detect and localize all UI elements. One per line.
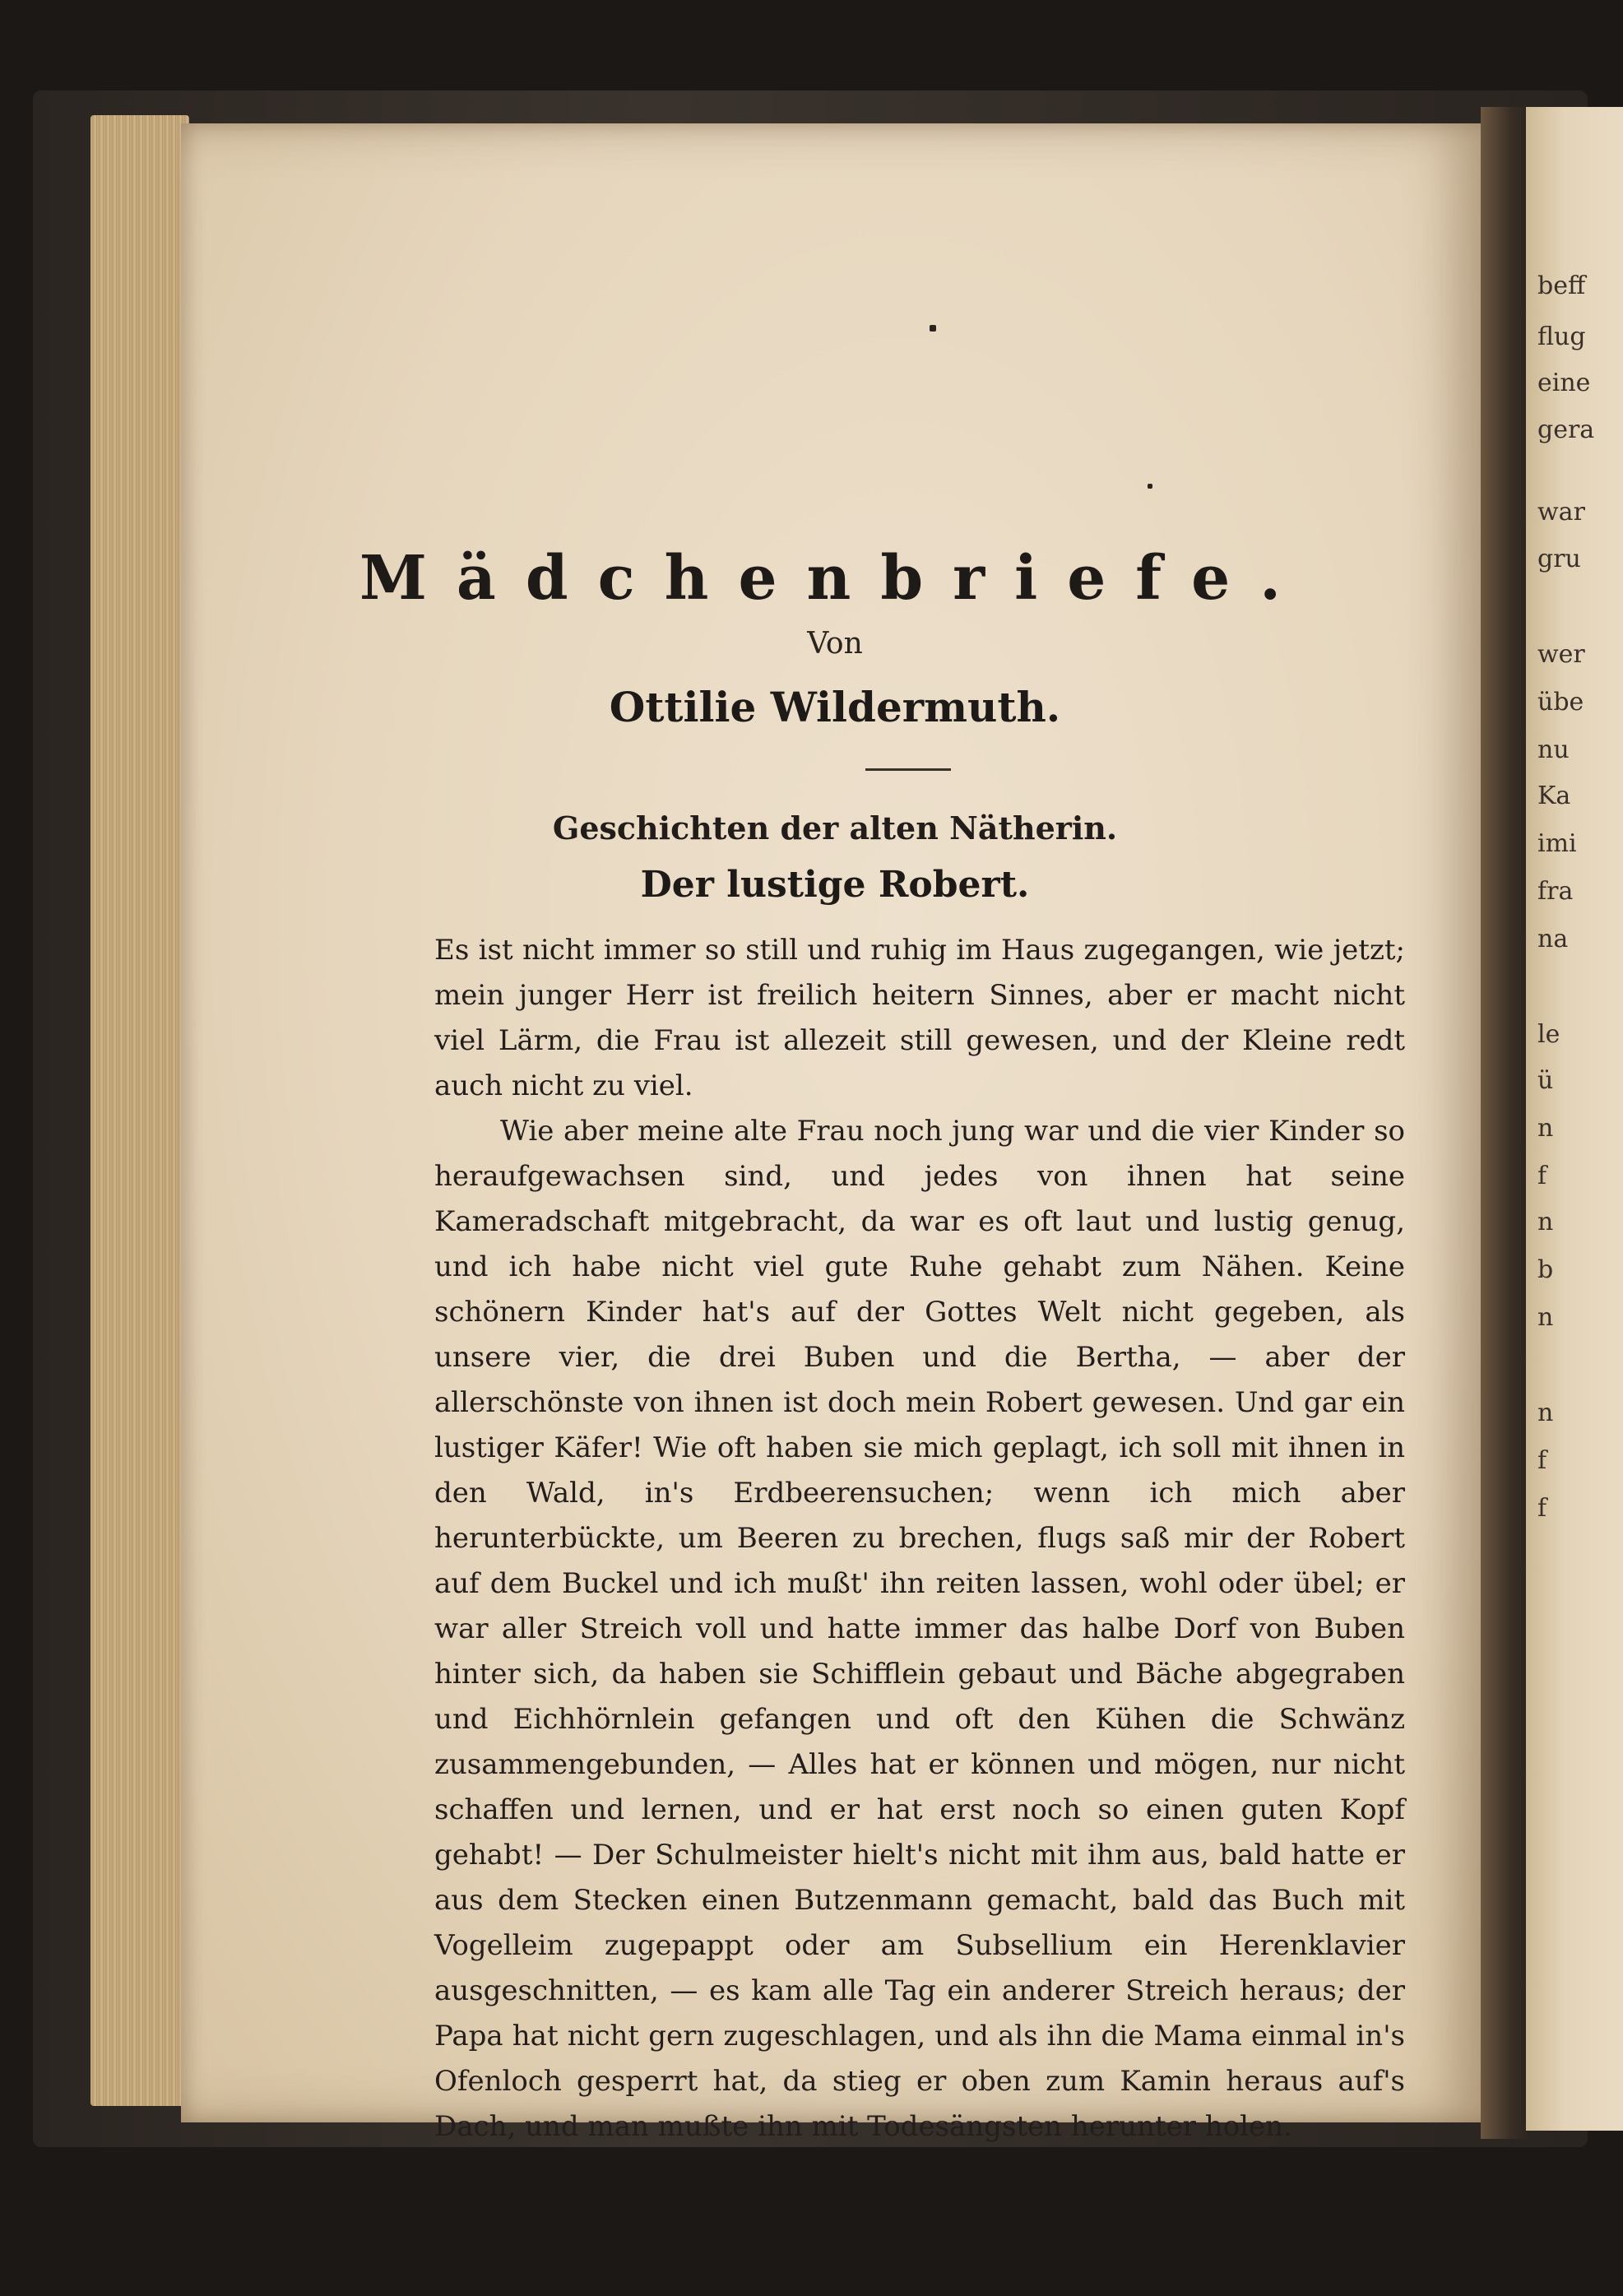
right-page-text-fragment: gru <box>1537 545 1581 573</box>
page-edges <box>90 115 189 2106</box>
author-name: Ottilie Wildermuth. <box>609 683 1061 731</box>
right-page-text-fragment: f <box>1537 1494 1547 1523</box>
right-page-text-fragment: f <box>1537 1446 1547 1475</box>
story-title: Der lustige Robert. <box>640 864 1030 906</box>
right-page-text-fragment: eine <box>1537 369 1591 397</box>
right-page-text-fragment: n <box>1537 1303 1554 1332</box>
right-page-text-fragment: n <box>1537 1398 1554 1427</box>
ink-speck <box>930 325 936 332</box>
body-text <box>434 928 1405 2150</box>
section-title: Geschichten der alten Nätherin. <box>552 809 1118 847</box>
right-page-text-fragment: war <box>1537 498 1585 526</box>
book-gutter <box>1481 107 1530 2139</box>
right-page-text-fragment: le <box>1537 1020 1560 1049</box>
book-title: Mädchenbriefe. <box>359 543 1310 614</box>
divider-rule <box>865 768 951 771</box>
right-page-text-fragment: ü <box>1537 1066 1554 1095</box>
paragraph: Es ist nicht immer so still und ruhig im Haus zugegangen, wie jetzt; mein junger Herr ist freilich heitern Sinnes, aber er macht nicht viel Lärm, die Frau ist allezeit still gewesen, und der Kleine redt auch nicht zu viel. <box>434 934 1405 1102</box>
right-page-text-fragment: n <box>1537 1208 1554 1236</box>
right-page-text-fragment: flug <box>1537 322 1586 351</box>
ink-speck <box>1148 484 1152 489</box>
right-page-text-fragment: übe <box>1537 688 1584 717</box>
paragraph: Wie aber meine alte Frau noch jung war und die vier Kinder so heraufgewachsen sind, und jedes von ihnen hat seine Kameradschaft mitgebracht, da war es oft laut und lustig genug, und ich habe nicht viel gute Ruhe gehabt zum Nähen. Keine schönern Kinder hat's auf der Gottes Welt nicht gegeben, als unsere vier, die drei Buben und die Bertha, — aber der allerschönste von ihnen ist doch mein Robert gewesen. Und gar ein lustiger Käfer! Wie oft haben sie mich geplagt, ich soll mit ihnen in den Wald, in's Erdbeerensuchen; wenn ich mich aber herunterbückte, um Beeren zu brechen, flugs saß mir der Robert auf dem Buckel und ich mußt' ihn reiten lassen, wohl oder übel; er war aller Streich voll und hatte immer das halbe Dorf von Buben hinter sich, da haben sie Schifflein gebaut und Bäche abgegraben und Eichhörnlein gefangen und oft den Kühen die Schwänz zusammengebunden, — Alles hat er können und mögen, nur nicht schaffen und lernen, und er hat erst noch so einen guten Kopf gehabt! — Der Schulmeister hielt's nicht mit ihm aus, bald hatte er aus dem Stecken einen Butzenmann gemacht, bald das Buch mit Vogelleim zugepappt oder am Subsellium ein Herenklavier ausgeschnitten, — es kam alle Tag ein anderer Streich heraus; der Papa hat nicht gern zugeschlagen, und als ihn die Mama einmal in's Ofenloch gesperrt hat, da stieg er oben zum Kamin heraus auf's Dach, und man mußte ihn mit Todesängsten herunter holen. <box>434 1115 1405 2143</box>
right-page-text-fragment: na <box>1537 925 1569 953</box>
right-page-text-fragment: fra <box>1537 877 1574 906</box>
right-page-text-fragment: gera <box>1537 415 1595 444</box>
right-page-text-fragment: beff <box>1537 271 1586 300</box>
right-page-text-fragment: Ka <box>1537 782 1571 810</box>
right-page-text-fragment: n <box>1537 1114 1554 1143</box>
byline-von: Von <box>807 627 863 661</box>
right-page-text-fragment: nu <box>1537 735 1570 764</box>
right-page-text-fragment: f <box>1537 1162 1547 1190</box>
right-page-text-fragment: wer <box>1537 640 1585 669</box>
right-page-text-fragment: b <box>1537 1255 1554 1284</box>
right-page-text-fragment: imi <box>1537 829 1577 858</box>
right-page-edge <box>1526 107 1623 2131</box>
